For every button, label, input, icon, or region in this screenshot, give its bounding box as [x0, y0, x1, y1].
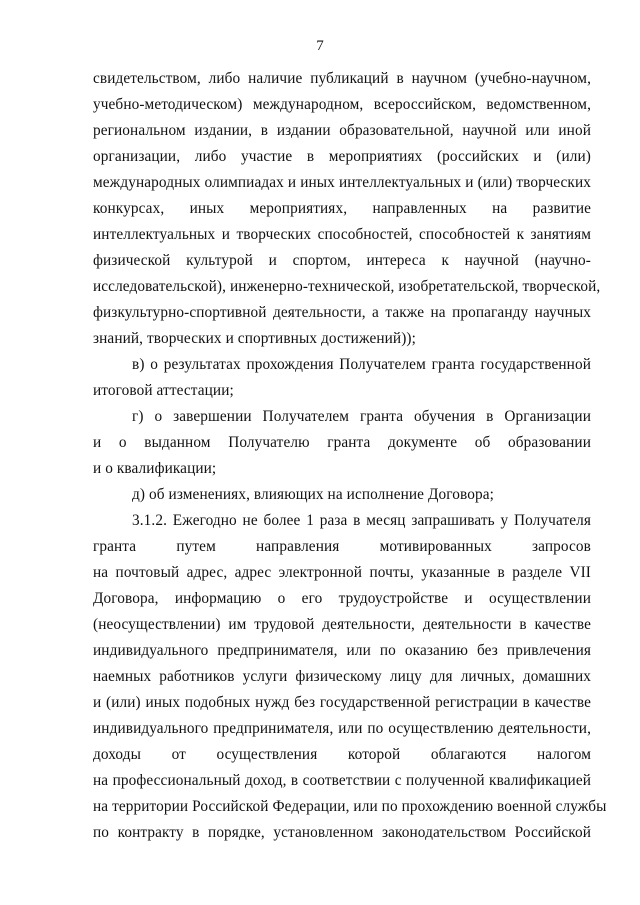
text-line: исследовательской), инженерно-технической, изобретательской, творческой,: [93, 278, 601, 295]
text-line: интеллектуальных и творческих способностей, способностей к занятиям: [93, 226, 591, 243]
text-line: Договора, информацию о его трудоустройстве и осуществлении: [93, 590, 591, 607]
paragraph-start-line: г) о завершении Получателем гранта обучения в Организации: [132, 408, 591, 425]
text-line: организации, либо участие в мероприятиях (российских и (или): [93, 148, 591, 165]
text-line: физической культурой и спортом, интереса к научной (научно-: [93, 252, 591, 269]
text-line: физкультурно-спортивной деятельности, а также на пропаганду научных: [93, 304, 591, 321]
text-line: и о выданном Получателю гранта документе об образовании: [93, 434, 591, 451]
text-line: на почтовый адрес, адрес электронной почты, указанные в разделе VII: [93, 564, 591, 581]
text-line: и (или) иных подобных нужд без государственной регистрации в качестве: [93, 694, 591, 711]
text-line: доходы от осуществления которой облагаются налогом: [93, 746, 591, 763]
text-line: индивидуального предпринимателя, или по осуществлению деятельности,: [93, 720, 591, 737]
text-line: итоговой аттестации;: [93, 382, 234, 399]
text-line: учебно-методическом) международном, всероссийском, ведомственном,: [93, 96, 591, 113]
text-line: индивидуального предпринимателя, или по оказанию без привлечения: [93, 642, 591, 659]
text-line: гранта путем направления мотивированных запросов: [93, 538, 591, 555]
text-line: по контракту в порядке, установленном законодательством Российской: [93, 824, 591, 841]
text-line: и о квалификации;: [93, 460, 217, 477]
text-line: конкурсах, иных мероприятиях, направленных на развитие: [93, 200, 591, 217]
paragraph-start-line: в) о результатах прохождения Получателем гранта государственной: [132, 356, 591, 373]
text-line: (неосуществлении) им трудовой деятельности, деятельности в качестве: [93, 616, 591, 633]
page-number: 7: [316, 38, 324, 54]
text-line: на профессиональный доход, в соответствии с полученной квалификацией: [93, 772, 591, 789]
text-line: региональном издании, в издании образовательной, научной или иной: [93, 122, 591, 139]
text-line: наемных работников услуги физическому лицу для личных, домашних: [93, 668, 591, 685]
text-line: международных олимпиадах и иных интеллектуальных и (или) творческих: [93, 174, 591, 191]
text-line: свидетельством, либо наличие публикаций в научном (учебно-научном,: [93, 70, 591, 87]
text-line: на территории Российской Федерации, или по прохождению военной службы: [93, 798, 607, 815]
text-line: знаний, творческих и спортивных достижений));: [93, 330, 416, 347]
paragraph-start-line: д) об изменениях, влияющих на исполнение Договора;: [132, 486, 494, 503]
paragraph-start-line: 3.1.2. Ежегодно не более 1 раза в месяц запрашивать у Получателя: [132, 512, 591, 529]
